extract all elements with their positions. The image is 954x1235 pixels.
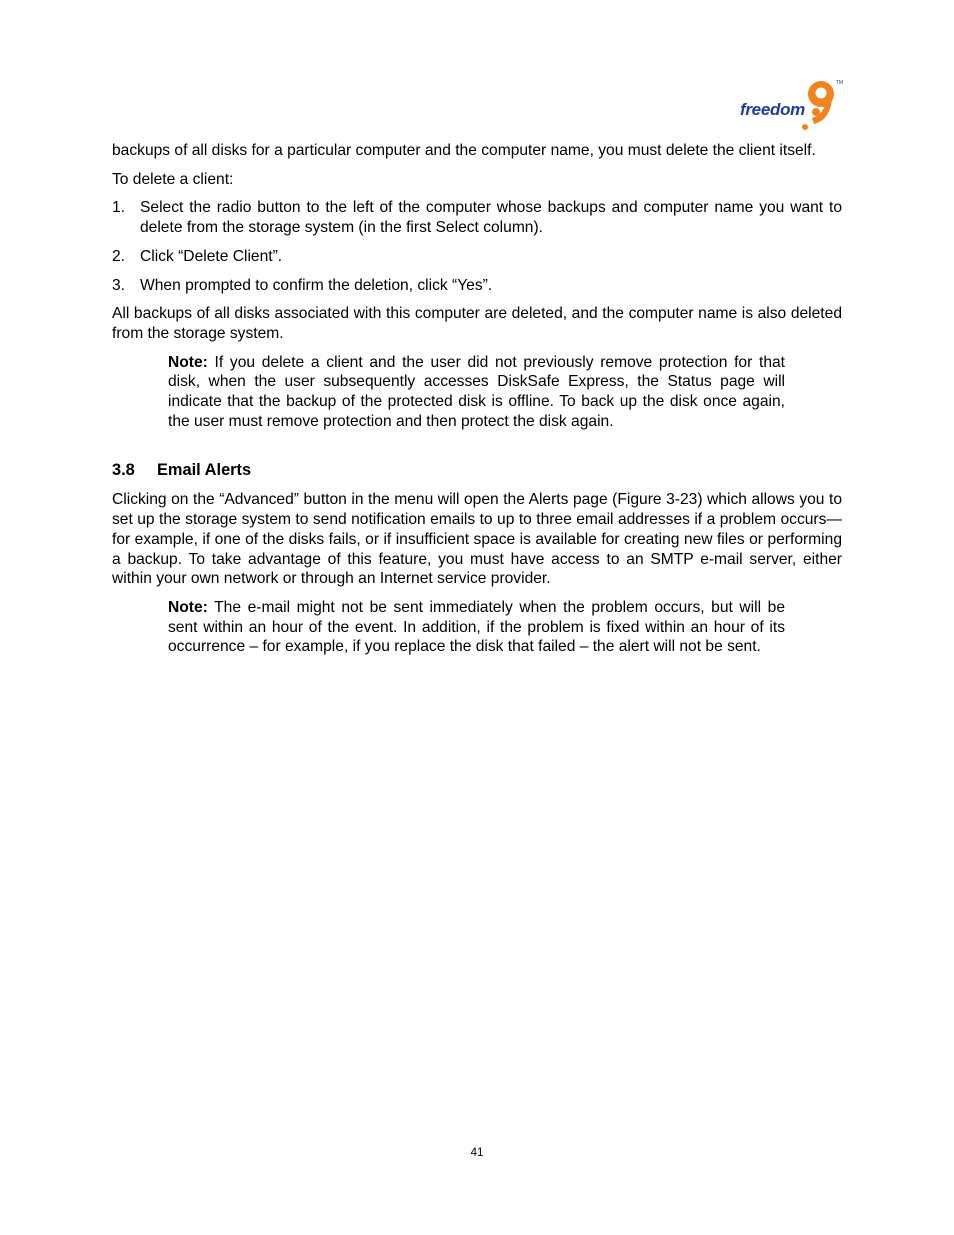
note-email-alerts — [168, 598, 785, 657]
step-number: 1. — [112, 199, 126, 217]
note-label: Note: — [168, 353, 208, 371]
document-body — [112, 141, 842, 657]
list-item — [112, 198, 842, 237]
note-text: If you delete a client and the user did not previously remove protection for that disk, when the user subsequently accesses DiskSafe Express, the Status page will indicate that the backup of the protected disk is offline. To back up the disk once again, the user must remove protection and then protect the disk again. — [168, 353, 785, 430]
delete-steps-list — [112, 198, 842, 295]
delete-intro: To delete a client: — [112, 170, 234, 188]
section-heading — [112, 460, 842, 480]
section-title: Email Alerts — [157, 461, 252, 480]
intro-continuation: backups of all disks for a particular computer and the computer name, you must delete the client itself. — [112, 142, 816, 159]
step-text: When prompted to confirm the deletion, click “Yes”. — [140, 276, 493, 294]
freedom9-logo — [736, 72, 846, 134]
page-number: 41 — [470, 1147, 484, 1159]
after-steps-paragraph: All backups of all disks associated with this computer are deleted, and the computer name is also deleted from the storage system. — [112, 305, 842, 342]
logo-wordmark: freedom — [740, 100, 805, 119]
note-label: Note: — [168, 598, 208, 616]
logo-trademark: TM — [836, 80, 844, 86]
email-alerts-paragraph: Clicking on the “Advanced” button in the menu will open the Alerts page (Figure 3-23) which allows you to set up the storage system to send notification emails to up to three email addresses if a problem occurs—for example, if one of the disks fails, or if insufficient space is available for creating new files or performing a backup. To take advantage of this feature, you must have access to an SMTP e-mail server, either within your own network or through an Internet service provider. — [112, 491, 842, 588]
list-item — [112, 247, 842, 267]
note-delete-client — [168, 353, 785, 432]
step-number: 2. — [112, 247, 126, 265]
section-number: 3.8 — [112, 461, 135, 480]
step-number: 3. — [112, 276, 126, 294]
list-item — [112, 276, 842, 296]
step-text: Select the radio button to the left of the computer whose backups and computer name you want to delete from the storage system (in the first Select column). — [140, 199, 842, 237]
note-text: The e-mail might not be sent immediately when the problem occurs, but will be sent within an hour of the event. In addition, if the problem is fixed within an hour of its occurrence – for example, if you replace the disk that failed – the alert will not be sent. — [168, 598, 785, 656]
step-text: Click “Delete Client”. — [140, 247, 283, 265]
